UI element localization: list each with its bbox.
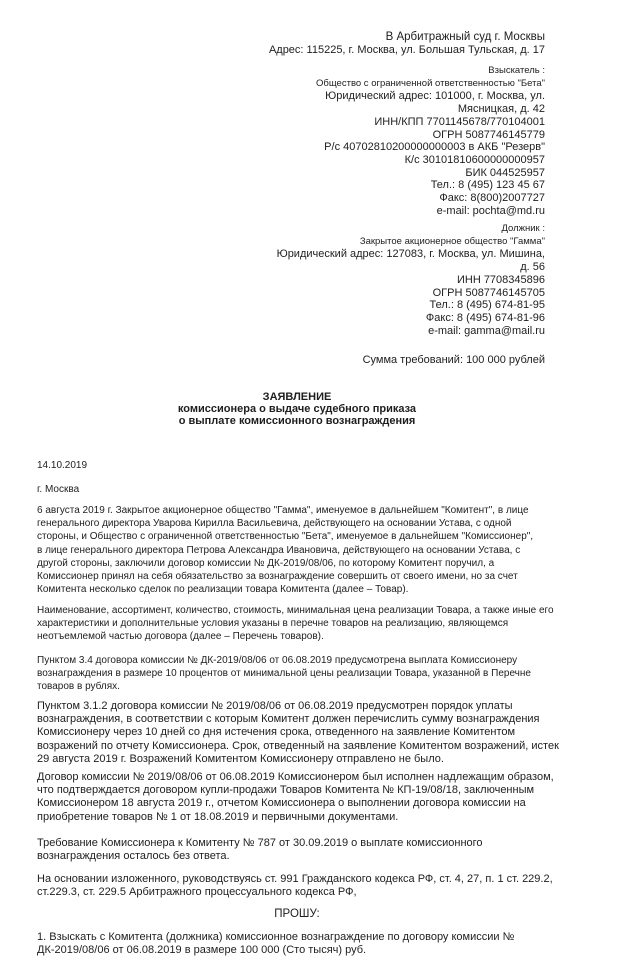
paragraph-line: вознаграждения осталось без ответа. — [37, 850, 230, 863]
court-address: Адрес: 115225, г. Москва, ул. Большая Тульская, д. 17 — [268, 43, 545, 56]
claimant-line: Факс: 8(800)2007727 — [439, 192, 545, 205]
paragraph-4 — [37, 700, 567, 766]
paragraph-line: в лице генерального директора Петрова Александра Ивановича, действующего на основании Устава, с — [37, 544, 521, 556]
request-heading-text: ПРОШУ: — [274, 908, 320, 920]
claimant-line: Юридический адрес: 101000, г. Москва, ул. — [325, 90, 545, 103]
debtor-line: Закрытое акционерное общество "Гамма" — [359, 235, 545, 247]
paragraph-line: другой стороны, заключили договор комиссии № ДК-2019/08/06, по которому Комитент поручил, а — [37, 557, 495, 569]
paragraph-line: вознаграждения, в соответствии с которым Комитент должен перечислить сумму вознаграждения — [37, 713, 540, 726]
debtor-block — [277, 223, 545, 337]
paragraph-line: 6 августа 2019 г. Закрытое акционерное общество "Гамма", именуемое в дальнейшем "Комитент", в лице — [37, 505, 529, 516]
paragraph-line: приобретение товаров № 1 от 18.08.2019 и первичными документами. — [37, 810, 399, 823]
city-text: г. Москва — [37, 484, 80, 495]
paragraph-line: На основании изложенного, руководствуясь ст. 991 Гражданского кодекса РФ, ст. 4, 27, п. 1 ст. 229.2, — [37, 873, 553, 885]
date-text: 14.10.2019 — [37, 460, 88, 471]
paragraph-line: Пунктом 3.4 договора комиссии № ДК-2019/08/06 от 06.08.2019 предусмотрена выплата Комиссионеру — [37, 655, 518, 666]
claimant-line: e-mail: pochta@md.ru — [436, 204, 545, 217]
paragraph-line: Договор комиссии № 2019/08/06 от 06.08.2019 Комиссионером был исполнен надлежащим образом, — [37, 771, 554, 783]
debtor-line: д. 56 — [520, 261, 545, 274]
paragraph-line: возражений по отчету Комиссионера. Срок, отведенный на заявление Комитентом возражений, истек — [37, 739, 559, 752]
claimant-line: Общество с ограниченной ответственностью "Бета" — [316, 77, 545, 89]
paragraph-line: товаров в рублях. — [37, 681, 120, 693]
paragraph-6 — [37, 837, 567, 863]
paragraph-line: Комитента несколько сделок по реализации товара Комитента (далее – Товар). — [37, 584, 409, 596]
paragraph-line: характеристики и дополнительные условия указаны в перечне товаров на реализацию, являющемся — [37, 618, 509, 630]
claim-sum-text: Сумма требований: 100 000 рублей — [362, 354, 545, 366]
debtor-line: ОГРН 5087746145705 — [432, 286, 545, 299]
paragraph-line: Комиссионером 18 августа 2019 г., отчетом Комиссионера о выполнении договора комиссии на — [37, 797, 526, 810]
paragraph-5 — [37, 771, 567, 824]
title-line: о выплате комиссионного вознаграждения — [178, 415, 416, 427]
paragraph-line: неотъемлемой частью договора (далее – Перечень товаров). — [37, 631, 324, 643]
claimant-line: БИК 044525957 — [465, 166, 545, 179]
title-line: ЗАЯВЛЕНИЕ — [262, 391, 332, 403]
claimant-label: Взыскатель : — [488, 65, 545, 76]
court-block — [269, 31, 545, 56]
paragraph-3 — [37, 654, 567, 694]
debtor-label: Должник : — [501, 223, 545, 234]
paragraph-line: Наименование, ассортимент, количество, стоимость, минимальная цена реализации Товара, а также иные его — [37, 605, 554, 616]
paragraph-line: Комиссионер принял на себя обязательство за вознаграждение совершить от своего имени, но за счет — [37, 571, 518, 583]
court-name: В Арбитражный суд г. Москвы — [385, 31, 545, 43]
debtor-line: Факс: 8 (495) 674-81-96 — [425, 311, 545, 324]
title-line: комиссионера о выдаче судебного приказа — [177, 403, 417, 415]
paragraph-line: 29 августа 2019 г. Возражений Комитентом Комиссионеру отправлено не было. — [37, 752, 444, 765]
debtor-line: ИНН 7708345896 — [456, 273, 545, 286]
paragraph-2 — [37, 604, 567, 644]
debtor-line: e-mail: gamma@mail.ru — [428, 324, 545, 337]
paragraph-line: Комиссионеру через 10 дней со дня истечения срока, отведенного на заявление Комитентом — [37, 726, 516, 739]
debtor-line: Юридический адрес: 127083, г. Москва, ул. Мишина, — [276, 248, 545, 261]
document-date — [37, 459, 567, 472]
request-item-1 — [37, 931, 567, 957]
paragraph-line: Пунктом 3.1.2 договора комиссии № 2019/08/06 от 06.08.2019 предусмотрен порядок уплаты — [37, 700, 513, 712]
paragraph-line: что подтверждается договором купли-продажи Товаров Комитента № КП-19/08/18, заключенным — [37, 784, 535, 797]
paragraph-line: стороны, и Общество с ограниченной ответственностью "Бета", именуемое в дальнейшем "Комиссионер", — [37, 531, 534, 543]
paragraph-line: вознаграждения в размере 10 процентов от минимальной цены реализации Товара, указанной в Перечне — [37, 668, 531, 680]
paragraph-1 — [37, 504, 567, 596]
claimant-line: Мясницкая, д. 42 — [457, 103, 545, 116]
claim-sum — [363, 354, 545, 367]
request-heading — [0, 908, 594, 920]
document-city — [37, 483, 567, 496]
claimant-line: Р/с 40702810200000000003 в АКБ "Резерв" — [324, 141, 545, 154]
claimant-block — [316, 65, 545, 217]
paragraph-line: ст.229.3, ст. 229.5 Арбитражного процессуального кодекса РФ, — [37, 886, 357, 899]
debtor-line: Тел.: 8 (495) 674-81-95 — [429, 299, 545, 312]
paragraph-line: Требование Комиссионера к Комитенту № 787 от 30.09.2019 о выплате комиссионного — [37, 837, 483, 849]
paragraph-7 — [37, 873, 567, 899]
claimant-line: ОГРН 5087746145779 — [432, 128, 545, 141]
request-line: ДК-2019/08/06 от 06.08.2019 в размере 100 000 (Сто тысяч) руб. — [37, 944, 367, 957]
claimant-line: К/с 30101810600000000957 — [404, 153, 545, 166]
claimant-line: Тел.: 8 (495) 123 45 67 — [430, 179, 545, 192]
request-line: 1. Взыскать с Комитента (должника) комиссионное вознаграждение по договору комиссии № — [37, 931, 515, 943]
paragraph-line: генерального директора Уварова Кирилла Васильевича, действующего на основании Устава, с одной — [37, 518, 512, 530]
claimant-line: ИНН/КПП 7701145678/770104001 — [374, 115, 545, 128]
document-title — [0, 391, 594, 427]
